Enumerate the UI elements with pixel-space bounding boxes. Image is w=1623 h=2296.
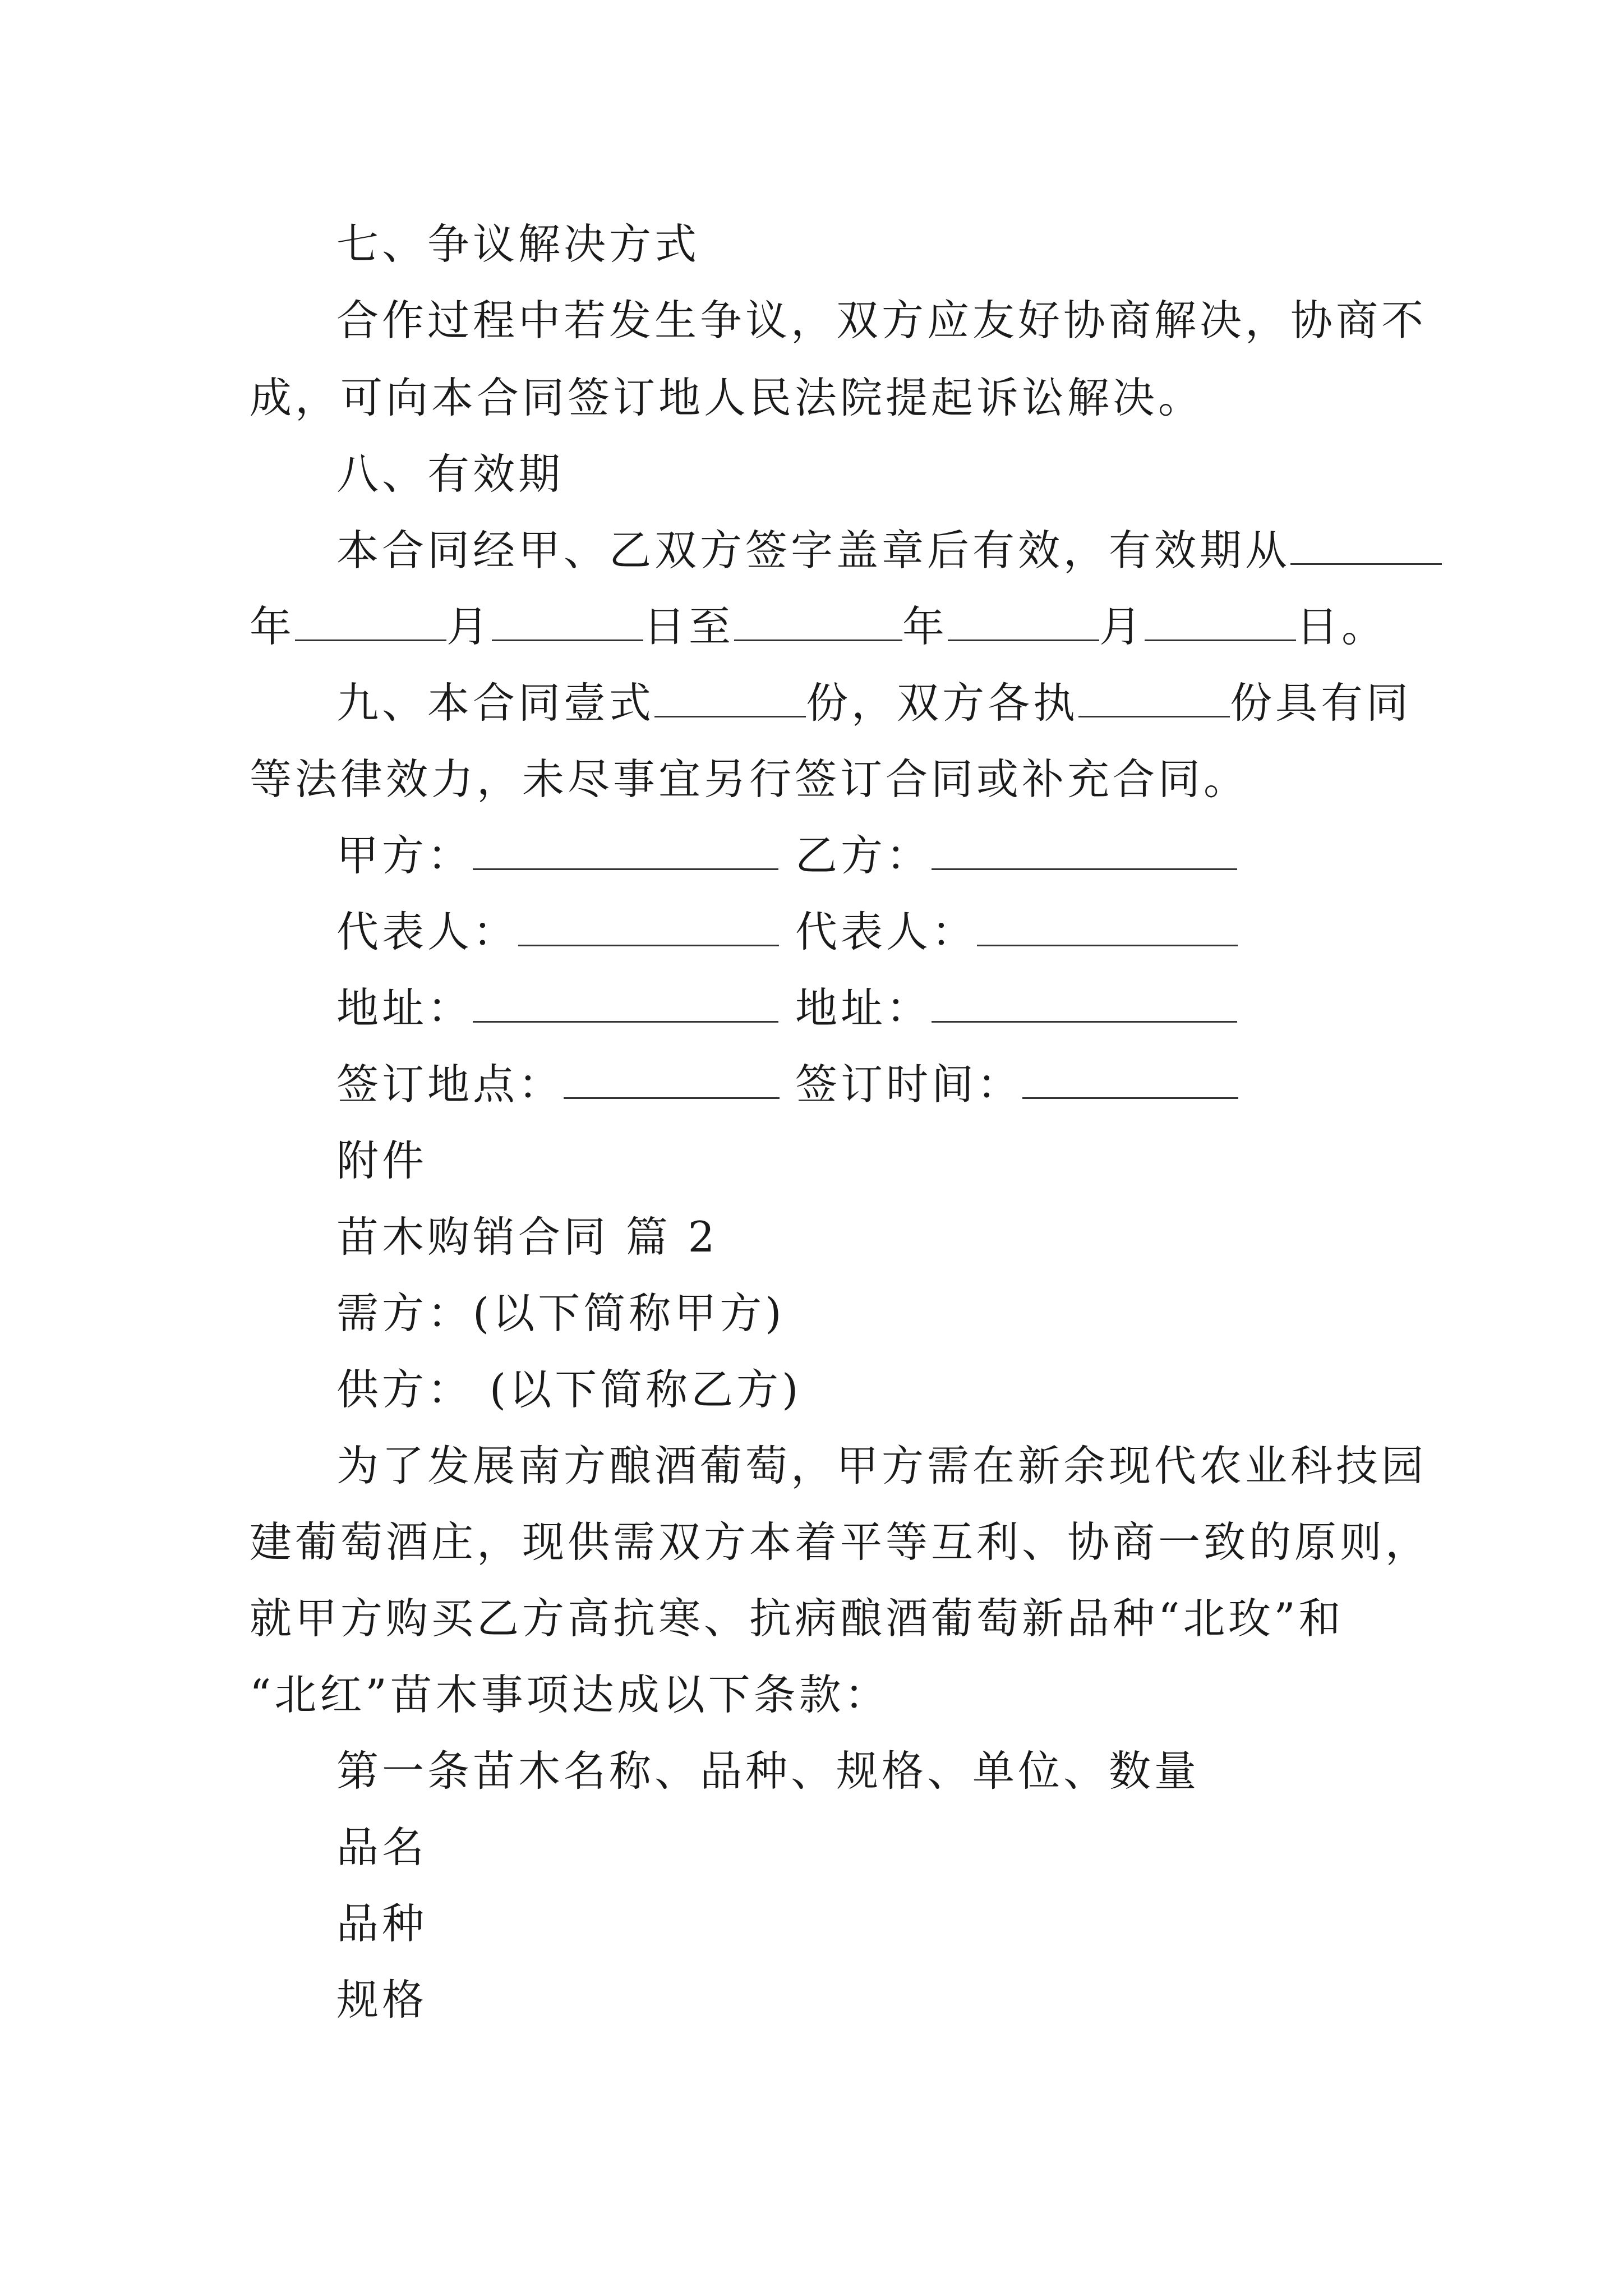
- place-row: [336, 1046, 780, 1123]
- blank-start-year: [1290, 528, 1442, 565]
- attachment-label: 附件: [336, 1136, 428, 1185]
- blank-copies-each: [1078, 681, 1230, 717]
- addr-a-label: 地址：: [336, 983, 473, 1033]
- seller-line: 供方： (以下简称乙方): [336, 1365, 802, 1414]
- sign-time-line: [1022, 1062, 1238, 1099]
- intro-line-4: “北红”苗木事项达成以下条款：: [250, 1670, 890, 1719]
- section-8-body-line-2: [250, 588, 1387, 665]
- party-b-line: [932, 834, 1237, 870]
- party-a-line: [473, 834, 778, 870]
- addr-a-line: [473, 986, 778, 1023]
- rep-b-row: [795, 893, 1238, 970]
- party-b-label: 乙方：: [795, 831, 932, 880]
- buyer-line: 需方：(以下简称甲方): [336, 1289, 785, 1338]
- addr-b-line: [932, 986, 1237, 1023]
- item-spec-label: 规格: [336, 1975, 428, 2024]
- blank-copies-total: [654, 681, 806, 717]
- section-9-line-1: [336, 664, 1412, 742]
- addr-b-label: 地址：: [795, 983, 932, 1033]
- section-8-body-line-1: [336, 512, 1442, 589]
- month-label-2: 月: [1099, 602, 1145, 651]
- section-9-text-2: 份，双方各执: [806, 678, 1079, 728]
- year-label-1: 年: [250, 602, 296, 651]
- month-label-1: 月: [446, 602, 492, 651]
- blank-start-day: [492, 605, 643, 641]
- day-label-1: 日至: [643, 602, 735, 651]
- contract-2-title: 苗木购销合同 篇 2: [336, 1212, 718, 1262]
- section-9-text-3: 份具有同: [1230, 678, 1412, 728]
- blank-end-year: [734, 605, 902, 641]
- addr-b-row: [795, 969, 1237, 1047]
- blank-end-day: [1145, 605, 1296, 641]
- section-7-body-line-1: 合作过程中若发生争议，双方应友好协商解决，协商不: [336, 296, 1427, 345]
- item-variety-label: 品种: [336, 1899, 428, 1948]
- intro-line-1: 为了发展南方酿酒葡萄，甲方需在新余现代农业科技园: [336, 1441, 1427, 1490]
- rep-a-row: [336, 893, 779, 970]
- section-7-heading: 七、争议解决方式: [336, 219, 700, 269]
- party-b-row: [795, 817, 1237, 894]
- section-8-body-text: 本合同经甲、乙双方签字盖章后有效，有效期从: [336, 526, 1291, 575]
- intro-line-3: 就甲方购买乙方高抗寒、抗病酿酒葡萄新品种“北玫”和: [250, 1594, 1344, 1643]
- blank-start-month: [295, 605, 446, 641]
- party-a-label: 甲方：: [336, 831, 473, 880]
- section-7-body-line-2: 成，可向本合同签订地人民法院提起诉讼解决。: [250, 373, 1204, 422]
- addr-a-row: [336, 969, 778, 1047]
- sign-place-label: 签订地点：: [336, 1060, 564, 1109]
- day-label-2: 日。: [1296, 602, 1387, 651]
- article-1-heading: 第一条苗木名称、品种、规格、单位、数量: [336, 1746, 1200, 1796]
- rep-a-label: 代表人：: [336, 907, 519, 956]
- section-9-text-1: 九、本合同壹式: [336, 678, 655, 728]
- rep-b-label: 代表人：: [795, 907, 978, 956]
- section-8-heading: 八、有效期: [336, 449, 564, 499]
- rep-b-line: [977, 910, 1238, 946]
- sign-time-label: 签订时间：: [795, 1060, 1023, 1109]
- rep-a-line: [518, 910, 779, 946]
- blank-end-month: [948, 605, 1099, 641]
- section-9-line-2: 等法律效力，未尽事宜另行签订合同或补充合同。: [250, 754, 1249, 804]
- sign-place-line: [564, 1062, 780, 1099]
- item-name-label: 品名: [336, 1823, 428, 1872]
- party-a-row: [336, 817, 778, 894]
- year-label-2: 年: [902, 602, 948, 651]
- intro-line-2: 建葡萄酒庄，现供需双方本着平等互利、协商一致的原则，: [250, 1517, 1431, 1567]
- time-row: [795, 1046, 1238, 1123]
